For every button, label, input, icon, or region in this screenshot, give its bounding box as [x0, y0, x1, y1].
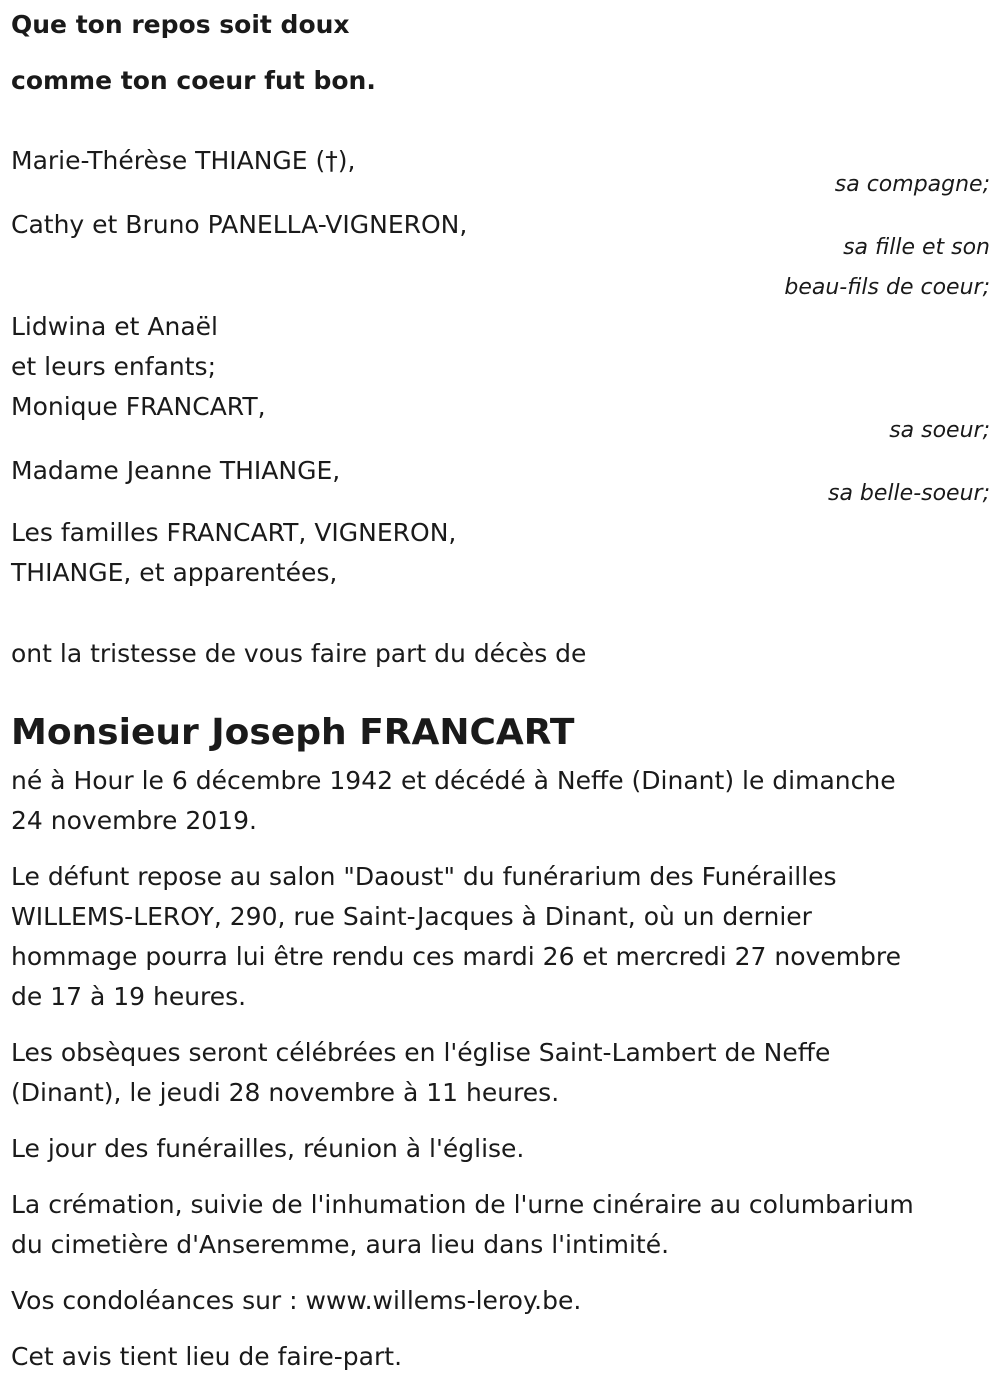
rest-line-1: Le défunt repose au salon "Daoust" du funérarium des Funérailles [11, 862, 837, 891]
birth-line-2: 24 novembre 2019. [11, 806, 257, 835]
announcement: ont la tristesse de vous faire part du décès de [11, 639, 587, 668]
cremation-line-2: du cimetière d'Anseremme, aura lieu dans l'intimité. [11, 1230, 670, 1259]
families-line-2: THIANGE, et apparentées, [11, 558, 338, 587]
role-sister: sa soeur; [889, 418, 990, 443]
family-member-sister-in-law: Madame Jeanne THIANGE, [11, 456, 341, 485]
cremation-line-1: La crémation, suivie de l'inhumation de l'urne cinéraire au columbarium [11, 1190, 914, 1219]
notice: Cet avis tient lieu de faire-part. [11, 1342, 403, 1371]
role-companion: sa compagne; [834, 172, 990, 197]
rest-line-3: hommage pourra lui être rendu ces mardi 26 et mercredi 27 novembre [11, 942, 902, 971]
funeral-line-1: Les obsèques seront célébrées en l'église Saint-Lambert de Neffe [11, 1038, 831, 1067]
epitaph-line-1: Que ton repos soit doux [11, 10, 350, 39]
epitaph-line-2: comme ton coeur fut bon. [11, 66, 376, 95]
family-member-grandchildren-line-2: et leurs enfants; [11, 352, 216, 381]
family-member-companion: Marie-Thérèse THIANGE (†), [11, 146, 356, 175]
role-daughter-line-2: beau-fils de coeur; [784, 275, 990, 300]
role-daughter-line-1: sa fille et son [843, 235, 990, 260]
family-member-daughter: Cathy et Bruno PANELLA-VIGNERON, [11, 210, 468, 239]
family-member-grandchildren-line-1: Lidwina et Anaël [11, 312, 218, 341]
family-member-sister: Monique FRANCART, [11, 392, 266, 421]
role-sister-in-law: sa belle-soeur; [828, 481, 990, 506]
birth-line-1: né à Hour le 6 décembre 1942 et décédé à Neffe (Dinant) le dimanche [11, 766, 896, 795]
rest-line-4: de 17 à 19 heures. [11, 982, 247, 1011]
funeral-line-2: (Dinant), le jeudi 28 novembre à 11 heures. [11, 1078, 560, 1107]
meeting: Le jour des funérailles, réunion à l'église. [11, 1134, 525, 1163]
families-line-1: Les familles FRANCART, VIGNERON, [11, 518, 457, 547]
deceased-name: Monsieur Joseph FRANCART [11, 712, 575, 753]
condolences: Vos condoléances sur : www.willems-leroy.be. [11, 1286, 582, 1315]
rest-line-2: WILLEMS-LEROY, 290, rue Saint-Jacques à Dinant, où un dernier [11, 902, 812, 931]
